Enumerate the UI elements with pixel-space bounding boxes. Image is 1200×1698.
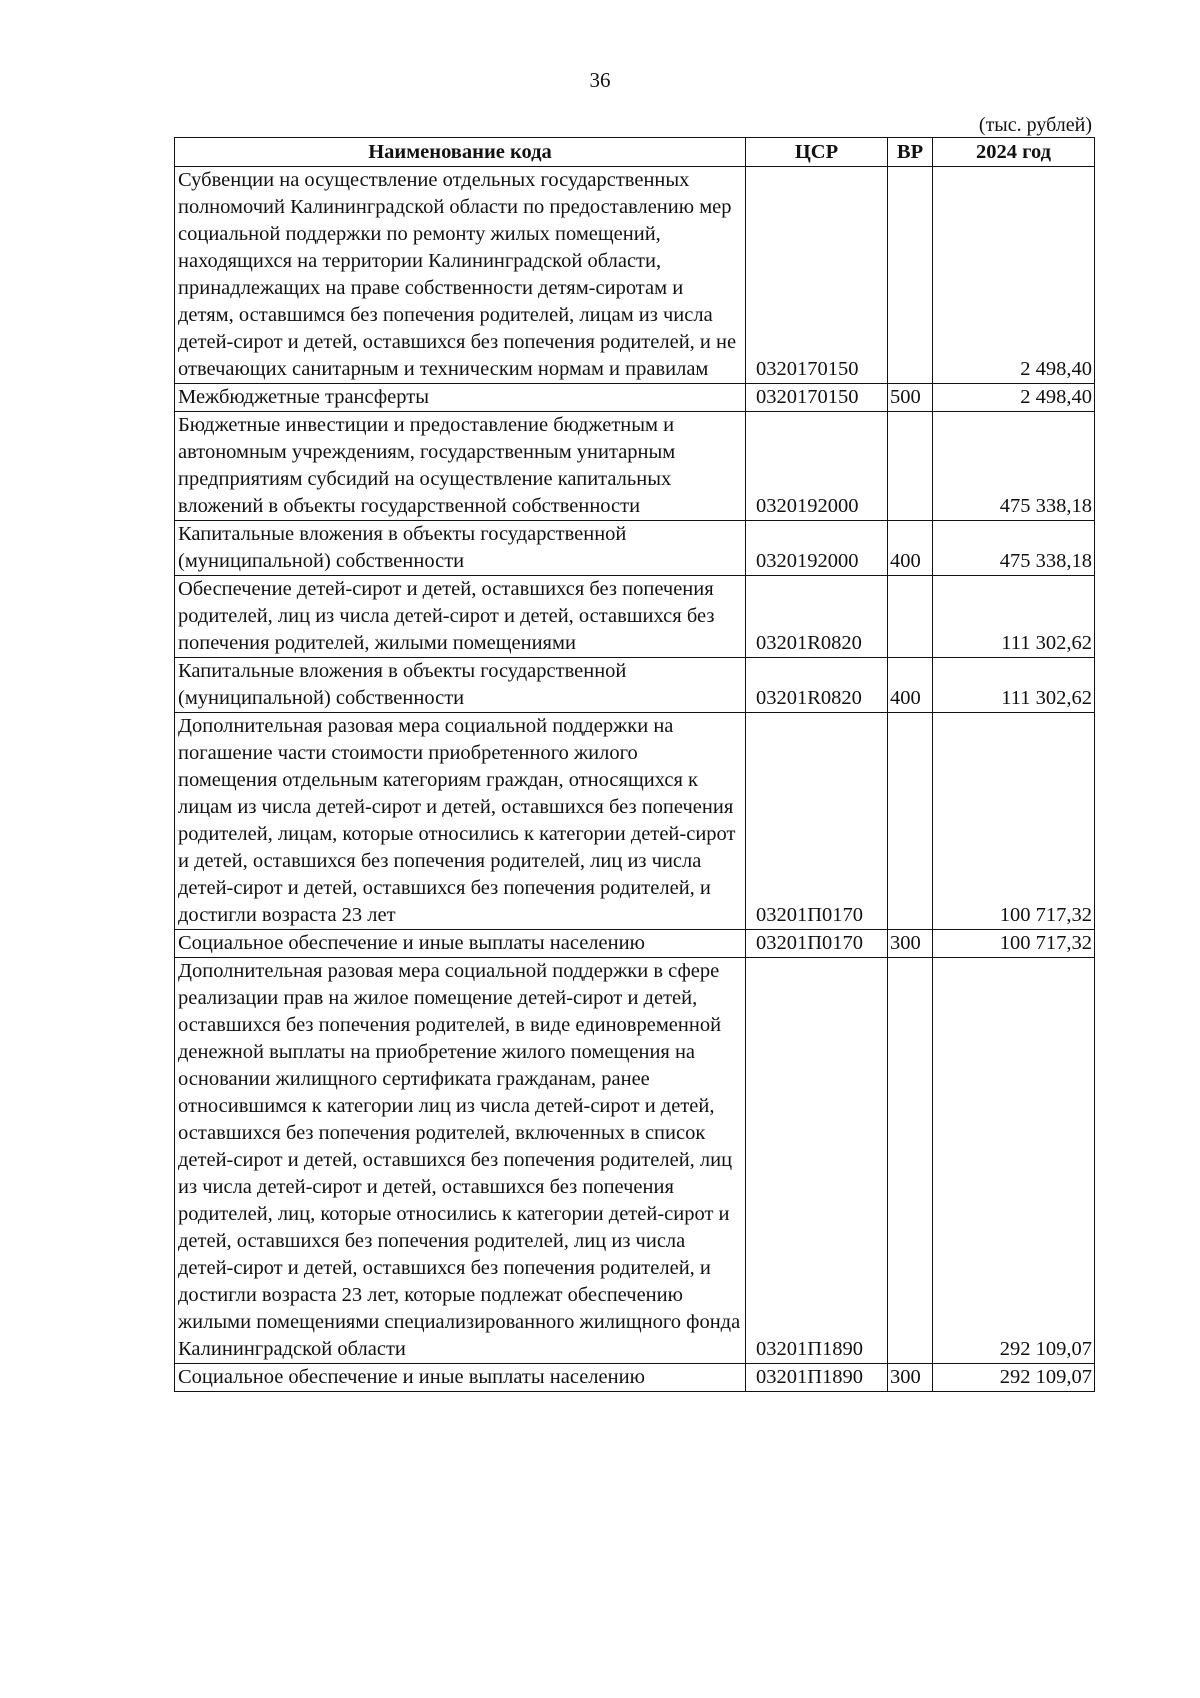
row-name: Субвенции на осуществление отдельных государственных полномочий Калининградской области по предоставлению мер социальной поддержки по ремонту жилых помещений, находящихся на территории Калининградской области, принадлежащих на праве собственности детям-сиротам и детям, оставшимся без попечения родителей, лицам из числа детей-сирот и детей, оставшихся без попечения родителей, и не отвечающих санитарным и техническим нормам и правилам (175, 167, 746, 384)
table-row (175, 412, 1095, 521)
row-amount: 2 498,40 (933, 384, 1095, 412)
row-csr: 0320192000 (746, 521, 888, 576)
row-name: Социальное обеспечение и иные выплаты населению (175, 930, 746, 958)
row-csr: 03201П0170 (746, 713, 888, 930)
row-vr (888, 958, 933, 1364)
row-vr (888, 167, 933, 384)
row-vr: 500 (888, 384, 933, 412)
row-vr (888, 713, 933, 930)
row-csr: 03201R0820 (746, 576, 888, 658)
row-amount: 100 717,32 (933, 713, 1095, 930)
table-row (175, 167, 1095, 384)
table-row (175, 521, 1095, 576)
row-name: Социальное обеспечение и иные выплаты населению (175, 1364, 746, 1392)
row-name: Обеспечение детей-сирот и детей, оставшихся без попечения родителей, лиц из числа детей-сирот и детей, оставшихся без попечения родителей, жилыми помещениями (175, 576, 746, 658)
row-name: Капитальные вложения в объекты государственной (муниципальной) собственности (175, 521, 746, 576)
row-amount: 475 338,18 (933, 521, 1095, 576)
row-vr (888, 576, 933, 658)
row-csr: 03201П1890 (746, 1364, 888, 1392)
row-amount: 111 302,62 (933, 576, 1095, 658)
row-amount: 292 109,07 (933, 958, 1095, 1364)
header-amount: 2024 год (933, 138, 1095, 167)
table-row (175, 384, 1095, 412)
row-name: Капитальные вложения в объекты государственной (муниципальной) собственности (175, 658, 746, 713)
row-amount: 111 302,62 (933, 658, 1095, 713)
row-csr: 03201П1890 (746, 958, 888, 1364)
row-name: Дополнительная разовая мера социальной поддержки на погашение части стоимости приобретенного жилого помещения отдельным категориям граждан, относящихся к лицам из числа детей-сирот и детей, оставшихся без попечения родителей, лицам, которые относились к категории детей-сирот и детей, оставшихся без попечения родителей, лиц из числа детей-сирот и детей, оставшихся без попечения родителей, и достигли возраста 23 лет (175, 713, 746, 930)
header-name: Наименование кода (175, 138, 746, 167)
row-name: Бюджетные инвестиции и предоставление бюджетным и автономным учреждениям, государственным унитарным предприятиям субсидий на осуществление капитальных вложений в объекты государственной собственности (175, 412, 746, 521)
row-csr: 03201R0820 (746, 658, 888, 713)
row-csr: 03201П0170 (746, 930, 888, 958)
budget-table (174, 137, 1095, 1392)
table-row (175, 930, 1095, 958)
row-csr: 0320170150 (746, 384, 888, 412)
row-vr: 300 (888, 1364, 933, 1392)
row-amount: 2 498,40 (933, 167, 1095, 384)
row-amount: 475 338,18 (933, 412, 1095, 521)
row-vr: 300 (888, 930, 933, 958)
table-row (175, 958, 1095, 1364)
row-name: Межбюджетные трансферты (175, 384, 746, 412)
table-row (175, 658, 1095, 713)
page-number: 36 (589, 68, 611, 92)
table-row (175, 576, 1095, 658)
row-csr: 0320170150 (746, 167, 888, 384)
table-row (175, 1364, 1095, 1392)
table-header-row (175, 138, 1095, 167)
row-name: Дополнительная разовая мера социальной поддержки в сфере реализации прав на жилое помещение детей-сирот и детей, оставшихся без попечения родителей, в виде единовременной денежной выплаты на приобретение жилого помещения на основании жилищного сертификата гражданам, ранее относившимся к категории лиц из числа детей-сирот и детей, оставшихся без попечения родителей, включенных в список детей-сирот и детей, оставшихся без попечения родителей, лиц из числа детей-сирот и детей, оставшихся без попечения родителей, лиц, которые относились к категории детей-сирот и детей, оставшихся без попечения родителей, лиц из числа детей-сирот и детей, оставшихся без попечения родителей, и достигли возраста 23 лет, которые подлежат обеспечению жилыми помещениями специализированного жилищного фонда Калининградской области (175, 958, 746, 1364)
row-vr (888, 412, 933, 521)
header-csr: ЦСР (746, 138, 888, 167)
row-vr: 400 (888, 658, 933, 713)
units-label: (тыс. рублей) (978, 114, 1092, 136)
row-csr: 0320192000 (746, 412, 888, 521)
row-amount: 100 717,32 (933, 930, 1095, 958)
header-vr: ВР (888, 138, 933, 167)
row-amount: 292 109,07 (933, 1364, 1095, 1392)
row-vr: 400 (888, 521, 933, 576)
table-row (175, 713, 1095, 930)
